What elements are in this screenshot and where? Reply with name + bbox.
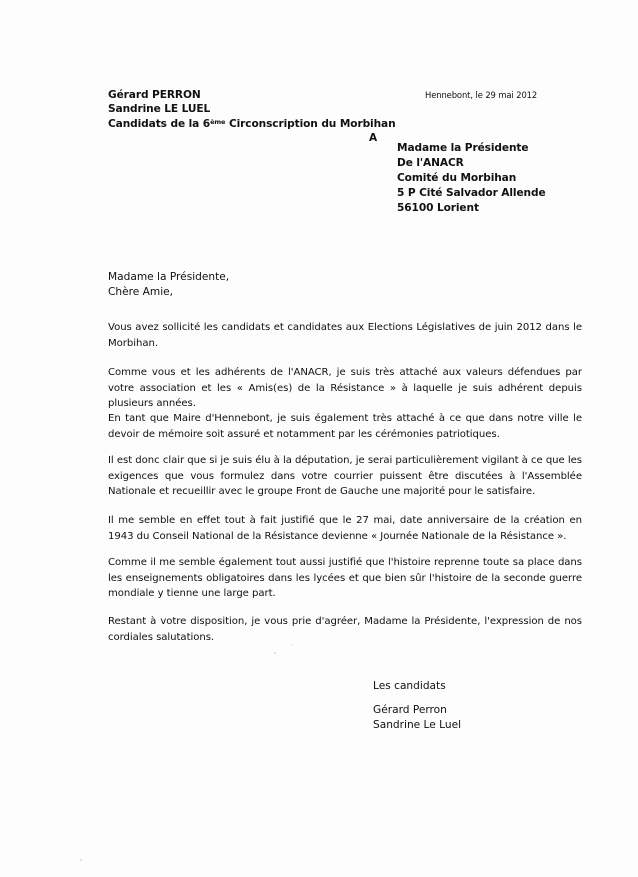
recipient-block [397, 141, 546, 216]
scan-speck [80, 859, 82, 861]
salutation-line-2: Chère Amie, [108, 286, 174, 298]
sender-title [108, 117, 396, 131]
body-paragraph-4: Il est donc clair que si je suis élu à la députation, je serai particulièrement vigilant à ce que les exigences que vous formulez dans votre courrier puissent être discutées à l'Assemblée Nationale et recueillir avec le groupe Front de Gauche une majorité pour le satisfaire. [108, 455, 582, 497]
sender-name-2: Sandrine LE LUEL [108, 103, 211, 116]
sender-title-suffix: Circonscription du Morbihan [225, 117, 396, 130]
body-paragraph-5: Il me semble en effet tout à fait justifié que le 27 mai, date anniversaire de la création en 1943 du Conseil National de la Résistance devienne « Journée Nationale de la Résistance ». [108, 515, 582, 542]
body-paragraph-6: Comme il me semble également tout aussi justifié que l'histoire reprenne toute sa place dans les enseignements obligatoires dans les lycées et que bien sûr l'histoire de la seconde guerre mondiale y tienne une large part. [108, 557, 582, 599]
recipient-line-3: Comité du Morbihan [397, 172, 517, 184]
recipient-line-2: De l'ANACR [397, 157, 464, 169]
sender-title-sup: ème [210, 117, 226, 126]
body-paragraph-7: Restant à votre disposition, je vous prie d'agréer, Madame la Présidente, l'expression de nos cordiales salutations. [108, 616, 582, 643]
recipient-line-1: Madame la Présidente [397, 142, 529, 154]
sender-block [108, 88, 396, 131]
signature-name-1: Gérard Perron [373, 704, 447, 716]
recipient-line-4: 5 P Cité Salvador Allende [397, 187, 546, 199]
signature-intro: Les candidats [373, 680, 446, 692]
body-paragraph-1: Vous avez sollicité les candidats et candidates aux Elections Législatives de juin 2012 dans le Morbihan. [108, 322, 582, 349]
scan-speck [291, 644, 292, 646]
body-paragraph-2: Comme vous et les adhérents de l'ANACR, je suis très attaché aux valeurs défendues par votre association et les « Amis(es) de la Résistance » à laquelle je suis adhérent depuis plusieurs années. [108, 367, 582, 409]
recipient-line-5: 56100 Lorient [397, 202, 479, 214]
salutation [108, 270, 229, 300]
sender-title-prefix: Candidats de la 6 [108, 117, 211, 130]
place-date: Hennebont, le 29 mai 2012 [425, 90, 538, 100]
signature-name-2: Sandrine Le Luel [373, 719, 462, 731]
addressee-marker: A [369, 132, 378, 144]
sender-name-1: Gérard PERRON [108, 89, 201, 101]
body-paragraph-3: En tant que Maire d'Hennebont, je suis également très attaché à ce que dans notre ville le devoir de mémoire soit assuré et notamment par les cérémonies patriotiques. [108, 413, 582, 440]
salutation-line-1: Madame la Présidente, [108, 271, 230, 283]
scan-speck [274, 652, 276, 654]
